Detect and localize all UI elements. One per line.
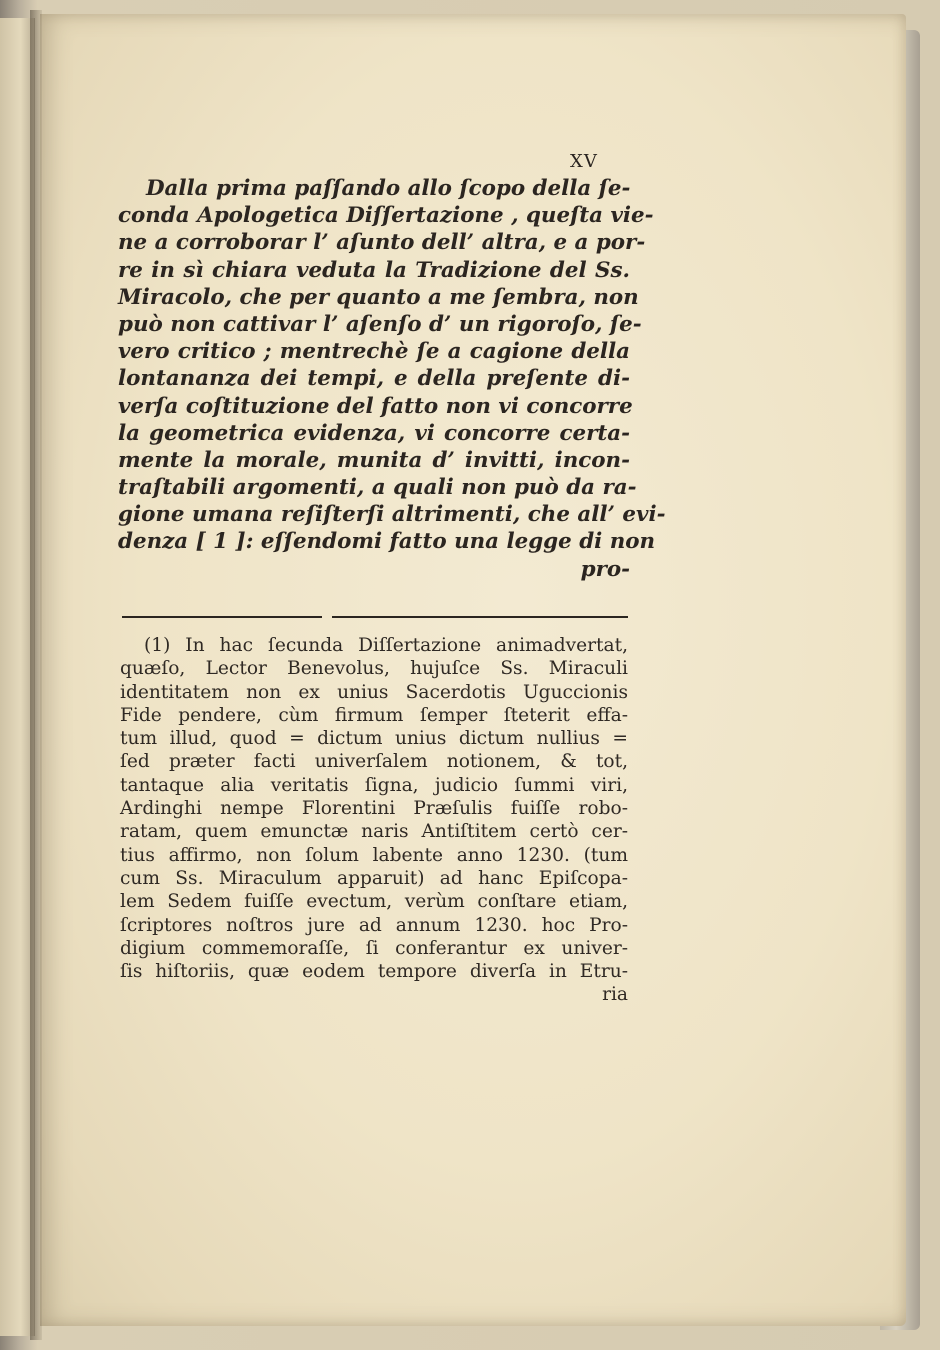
text-line: conda Apologetica Diſſertazione , queſta vie- <box>118 203 654 229</box>
text-line: gione umana reſiſterſi altrimenti, che all’ evi- <box>118 502 666 528</box>
text-line: vero critico ; mentrechè ſe a cagione della <box>118 339 630 365</box>
text-line: re in sì chiara veduta la Tradizione del Ss. <box>118 257 630 283</box>
footnote-line: Ardinghi nempe Florentini Præſulis fuiſſe robo- <box>120 798 628 820</box>
text-line: Miracolo, che per quanto a me ſembra, non <box>118 284 639 310</box>
main-text <box>118 175 666 583</box>
text-line: traſtabili argomenti, a quali non può da ra- <box>118 475 637 501</box>
text-line: la geometrica evidenza, vi concorre certa- <box>118 420 630 446</box>
footnote-line: ſcriptores noſtros jure ad annum 1230. hoc Pro- <box>120 914 628 936</box>
text-line: mente la morale, munita d’ invitti, incon- <box>118 447 630 473</box>
page-number: XV <box>570 151 598 172</box>
footnote-line: ſed præter facti univerſalem notionem, & tot, <box>120 751 628 773</box>
text-line: lontananza dei tempi, e della preſente di- <box>118 366 630 392</box>
footnote-line: tum illud, quod = dictum unius dictum nullius = <box>120 728 628 750</box>
catchword: pro- <box>580 556 630 582</box>
footnote-line: ſis hiſtoriis, quæ eodem tempore diverſa in Etru- <box>120 961 628 983</box>
footnote-line: ratam, quem emunctæ naris Antiſtitem certò cer- <box>120 821 628 843</box>
footnote-line: quæſo, Lector Benevolus, hujuſce Ss. Miraculi <box>120 658 628 680</box>
footnote-rule-right <box>332 616 628 618</box>
text-line: denza [ 1 ]: eſſendomi fatto una legge di non <box>118 529 656 555</box>
text-line: ne a corroborar l’ aſunto dell’ altra, e a por- <box>118 230 646 256</box>
footnote-line: cum Ss. Miraculum apparuit) ad hanc Epiſcopa- <box>120 867 628 889</box>
footnote-line: tius affirmo, non ſolum labente anno 1230. (tum <box>120 844 628 866</box>
footnote-line: identitatem non ex unius Sacerdotis Uguccionis <box>120 681 628 703</box>
text-line: può non cattivar l’ aſenſo d’ un rigoroſo, ſe- <box>118 311 642 337</box>
footnote <box>120 634 628 1007</box>
text-line: verſa coſtituzione del fatto non vi concorre <box>118 393 633 419</box>
footnote-line: tantaque alia veritatis ſigna, judicio ſummi viri, <box>120 774 628 796</box>
text-line: Dalla prima paſſando allo ſcopo della ſe- <box>146 176 631 201</box>
footnote-line: digium commemoraſſe, ſi conferantur ex univer- <box>120 937 628 959</box>
footnote-rule-left <box>122 616 322 618</box>
footnote-line: Fide pendere, cùm firmum ſemper ſteterit effa- <box>120 704 628 726</box>
footnote-line: (1) In hac ſecunda Diſſertazione animadvertat, <box>144 635 628 656</box>
footnote-catchword: ria <box>602 984 628 1006</box>
footnote-line: lem Sedem fuiſſe evectum, verùm conſtare etiam, <box>120 891 628 913</box>
book-gutter <box>30 10 42 1340</box>
